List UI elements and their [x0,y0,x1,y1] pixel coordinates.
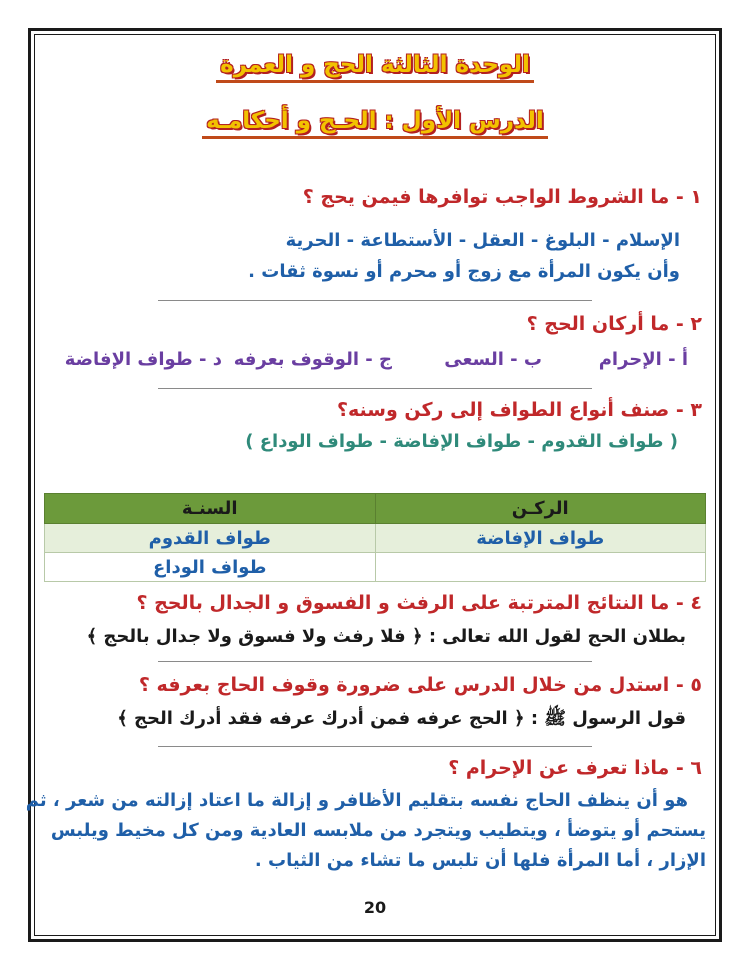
table-cell [375,553,706,582]
question-2: ٢ - ما أركان الحج ؟ [526,313,702,335]
option-c: ج - الوقوف بعرفه [233,349,392,370]
answer-1-line-2: وأن يكون المرأة مع زوج أو محرم أو نسوة ثقات . [248,261,680,282]
answer-4-prefix: بطلان الحج لقول الله تعالى : [428,626,686,647]
separator [158,300,592,301]
hadith-quote: ﴿ الحج عرفه فمن أدرك عرفه فقد أدرك الحج ﴾ [117,708,525,729]
question-4: ٤ - ما النتائج المترتبة على الرفث و الفسوق و الجدال بالحج ؟ [136,592,702,614]
answer-4 [87,626,686,647]
answer-1-line-1: الإسلام - البلوغ - العقل - الأستطاعة - الحرية [285,230,680,251]
option-d: د - طواف الإفاضة [64,349,222,370]
table-row [45,553,706,582]
answer-5 [117,707,686,733]
table-row [45,524,706,553]
separator [158,746,592,747]
unit-title: الوحدة الثالثة الحج و العمرة [0,52,750,83]
table-cell: طواف الإفاضة [375,524,706,553]
answer-5-prefix: قول الرسول ﷺ : [530,708,686,729]
table-cell: طواف القدوم [45,524,376,553]
tawaf-classification-table [44,493,706,582]
column-header-rukn: الركـن [375,494,706,524]
question-6: ٦ - ماذا تعرف عن الإحرام ؟ [448,757,702,779]
lesson-title: الدرس الأول : الحـج و أحكامـه [0,108,750,139]
question-3: ٣ - صنف أنواع الطواف إلى ركن وسنه؟ [337,399,702,421]
question-1: ١ - ما الشروط الواجب توافرها فيمن يحج ؟ [302,186,702,208]
question-5: ٥ - استدل من خلال الدرس على ضرورة وقوف الحاج بعرفه ؟ [138,674,702,696]
table-cell: طواف الوداع [45,553,376,582]
column-header-sunnah: السنـة [45,494,376,524]
answer-6-line-3: الإزار ، أما المرأة فلها أن تلبس ما تشاء من الثياب . [254,850,706,871]
option-b: ب - السعى [444,349,542,370]
answer-6-line-2: يستحم أو يتوضأ ، ويتطيب ويتجرد من ملابسه العادية ومن كل مخيط ويلبس [50,820,706,841]
separator [158,388,592,389]
option-a: أ - الإحرام [598,349,688,370]
separator [158,661,592,662]
answer-3: ( طواف القدوم - طواف الإفاضة - طواف الوداع ) [245,431,678,452]
answer-6-line-1: هو أن ينظف الحاج نفسه بتقليم الأظافر و إزالة ما اعتاد إزالته من شعر ، ثم [25,790,688,811]
page-number: 20 [363,898,387,917]
quran-quote: ﴿ فلا رفث ولا فسوق ولا جدال بالحج ﴾ [86,626,423,647]
